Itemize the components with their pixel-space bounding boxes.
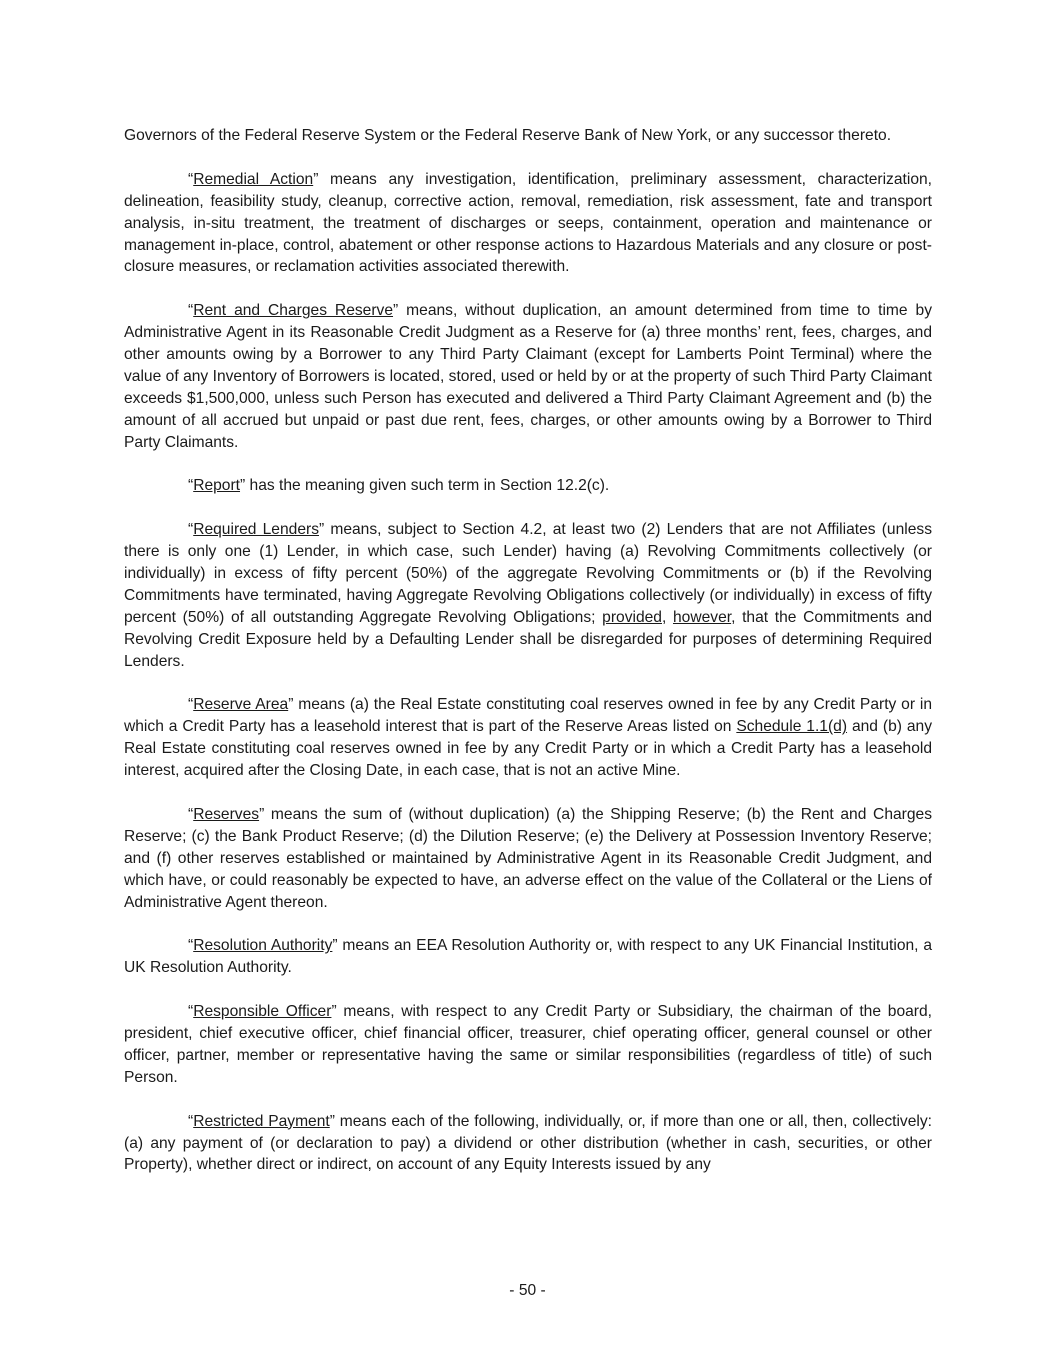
defined-term: Restricted Payment [193,1112,330,1130]
continuation-paragraph: Governors of the Federal Reserve System or the Federal Reserve Bank of New York, or any successor thereto. [124,127,892,144]
schedule-reference: Schedule 1.1(d) [736,718,848,736]
definition-reserve-area: “Reserve Area” means (a) the Real Estate constituting coal reserves owned in fee by any Credit Party or in which a Credit Party has a leasehold interest that is part of the Reserve Areas listed on Schedule 1.1(d) and (b) any Real Estate constituting coal reserves owned in fee by any Credit Party or in which a Credit Party has a leasehold interest, acquired after the Closing Date, in each case, that is not an active Mine. [124,696,932,780]
document-body [124,125,932,1198]
definition-responsible-officer: “Responsible Officer” means, with respect to any Credit Party or Subsidiary, the chairman of the board, president, chief executive officer, chief financial officer, treasurer, chief operating officer, general counsel or other officer, partner, member or representative having the same or similar responsibilities (regardless of title) of such Person. [124,1003,933,1086]
proviso-provided: provided [602,608,662,626]
defined-term: Report [193,477,241,495]
defined-term: Reserve Area [193,696,289,714]
defined-term: Resolution Authority [193,937,333,955]
definition-report: “Report” has the meaning given such term in Section 12.2(c). [188,477,610,495]
page-number: - 50 - [509,1282,546,1299]
definition-resolution-authority: “Resolution Authority” means an EEA Resolution Authority or, with respect to any UK Financial Institution, a UK Resolution Authority. [124,937,932,977]
defined-term: Responsible Officer [193,1003,332,1021]
defined-term: Rent and Charges Reserve [193,302,394,320]
definition-restricted-payment: “Restricted Payment” means each of the following, individually, or, if more than one or all, then, collectively: (a) any payment of (or declaration to pay) a dividend or other distribution (whether in cash, securities, or other Property), whether direct or indirect, on account of any Equity Interests issued by any [124,1112,932,1174]
defined-term: Remedial Action [193,170,314,188]
defined-term: Required Lenders [193,521,319,539]
definition-required-lenders: “Required Lenders” means, subject to Section 4.2, at least two (2) Lenders that are not Affiliates (unless there is only one (1) Lender, in which case, such Lender) having (a) Revolving Commitments collectively (or individually) in excess of fifty percent (50%) of the aggregate Revolving Commitments or (b) if the Revolving Commitments have terminated, having Aggregate Revolving Obligations collectively (or individually) in excess of fifty percent (50%) of all outstanding Aggregate Revolving Obligations; provided, however, that the Commitments and Revolving Credit Exposure held by a Defaulting Lender shall be disregarded for purposes of determining Required Lenders. [124,521,933,670]
definition-reserves: “Reserves” means the sum of (without duplication) (a) the Shipping Reserve; (b) the Rent and Charges Reserve; (c) the Bank Product Reserve; (d) the Dilution Reserve; (e) the Delivery at Possession Inventory Reserve; and (f) other reserves established or maintained by Administrative Agent in its Reasonable Credit Judgment, and which have, or could reasonably be expected to have, an adverse effect on the value of the Collateral or the Liens of Administrative Agent thereon. [124,806,932,911]
definition-rent-and-charges-reserve: “Rent and Charges Reserve” means, without duplication, an amount determined from time to time by Administrative Agent in its Reasonable Credit Judgment as a Reserve for (a) three months’ rent, fees, charges, and other amounts owing by a Borrower to any Third Party Claimant (except for Lamberts Point Terminal) where the value of any Inventory of Borrowers is located, stored, used or held by or at the property of such Third Party Claimant exceeds $1,500,000, unless such Person has executed and delivered a Third Party Claimant Agreement and (b) the amount of all accrued but unpaid or past due rent, fees, charges, or other amounts owing by a Borrower to Third Party Claimants. [124,302,932,451]
defined-term: Reserves [193,806,260,823]
definition-remedial-action: “Remedial Action” means any investigation, identification, preliminary assessment, characterization, delineation, feasibility study, cleanup, corrective action, removal, remediation, risk assessment, fate and transport analysis, in-situ treatment, the treatment of discharges or seeps, containment, operation and maintenance or management in-place, control, abatement or other response actions to Hazardous Materials and any closure or post-closure measures, or reclamation activities associated therewith. [124,170,932,276]
proviso-however: however [673,608,732,626]
